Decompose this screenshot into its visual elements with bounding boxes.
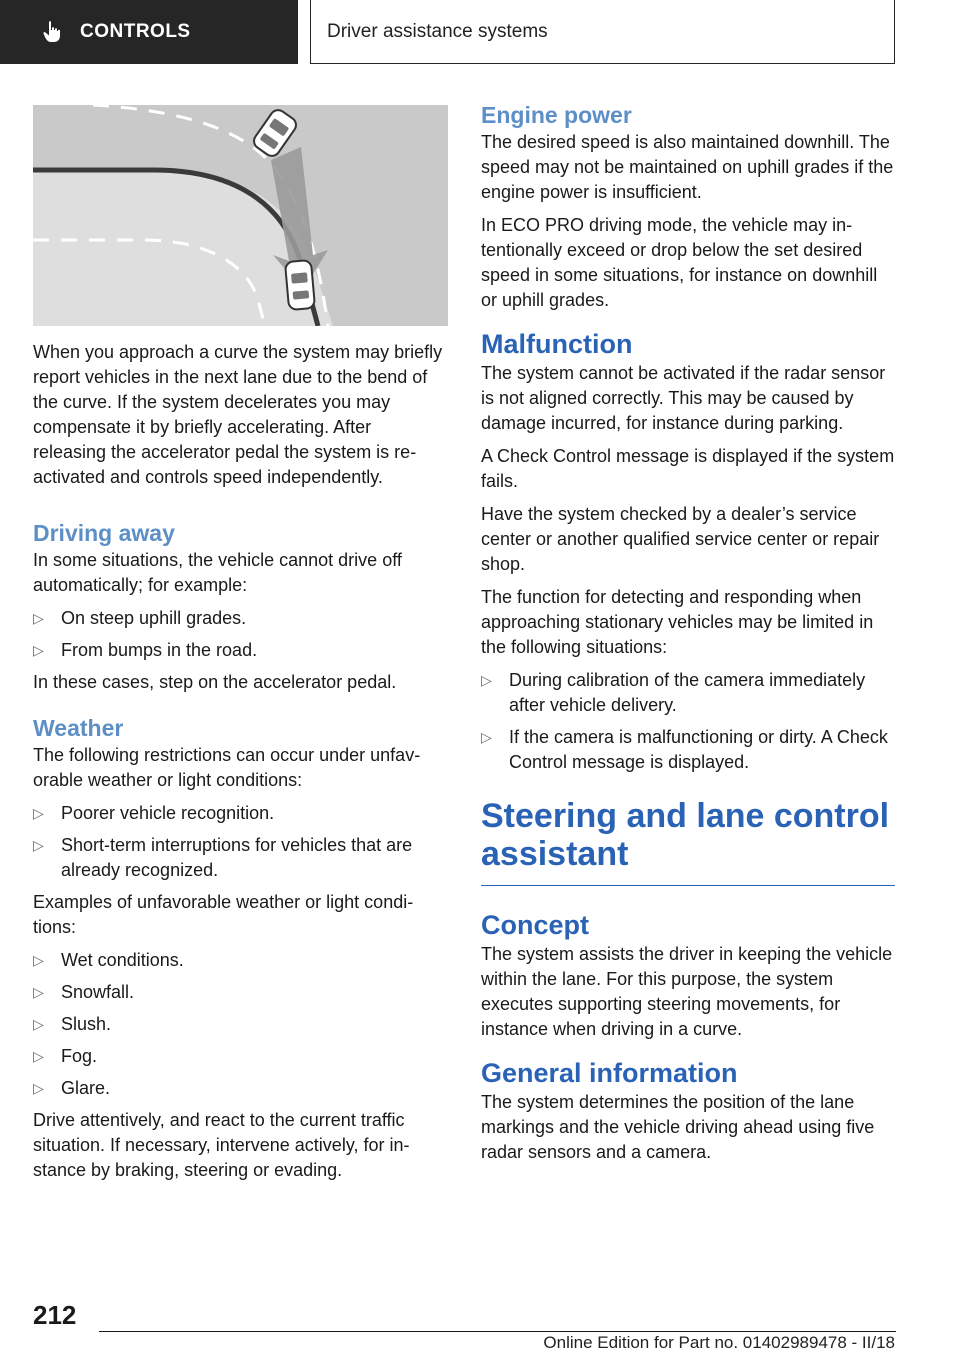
list-item: ▷ Wet conditions. <box>33 948 448 973</box>
engine-power-p2: In ECO PRO driving mode, the vehicle may intentionally exceed or drop below the set desired speed in some situations, for instance on downhill or uphill grades. <box>481 215 878 310</box>
driving-away-list <box>33 606 448 663</box>
curve-illustration <box>33 105 448 326</box>
weather-examples-intro: Examples of unfavorable weather or light conditions: <box>33 892 414 937</box>
heading-steering-lane-control: Steering and lane control assistant <box>481 797 895 886</box>
section-label: CONTROLS <box>80 21 191 42</box>
general-p1: The system determines the position of the lane markings and the vehicle driving ahead using five radar sensors and a camera. <box>481 1092 875 1162</box>
triangle-bullet-icon: ▷ <box>481 672 492 688</box>
malfunction-list <box>481 668 895 775</box>
page-number: 212 <box>33 1300 77 1330</box>
triangle-bullet-icon: ▷ <box>33 952 44 968</box>
engine-power-p1: The desired speed is also maintained downhill. The speed may not be maintained on uphill grades if the engine power is insufficient. <box>481 132 894 202</box>
chapter-header <box>310 0 895 64</box>
list-item: ▷ Fog. <box>33 1044 448 1069</box>
hand-pointer-icon <box>40 19 66 45</box>
list-item: ▷ Snowfall. <box>33 980 448 1005</box>
heading-engine-power: Engine power <box>481 102 632 128</box>
list-item: ▷ From bumps in the road. <box>33 638 448 663</box>
triangle-bullet-icon: ▷ <box>33 984 44 1000</box>
triangle-bullet-icon: ▷ <box>33 1016 44 1032</box>
heading-concept: Concept <box>481 910 589 940</box>
list-item: ▷ Glare. <box>33 1076 448 1101</box>
heading-general-information: General information <box>481 1058 738 1088</box>
malfunction-p4: The function for detecting and responding when approaching stationary vehicles may be limited in the following situations: <box>481 587 874 657</box>
triangle-bullet-icon: ▷ <box>33 837 44 853</box>
malfunction-p3: Have the system checked by a dealer’s service center or another qualified service center or repair shop. <box>481 504 880 574</box>
driving-away-intro: In some situations, the vehicle cannot drive off automatically; for example: <box>33 550 402 595</box>
footer-edition: Online Edition for Part no. 01402989478 - II/18 <box>543 1333 895 1352</box>
triangle-bullet-icon: ▷ <box>33 805 44 821</box>
weather-list <box>33 801 448 883</box>
triangle-bullet-icon: ▷ <box>33 642 44 658</box>
weather-outro: Drive attentively, and react to the current traffic situation. If necessary, intervene actively, for instance by braking, steering or evading. <box>33 1110 410 1180</box>
heading-malfunction: Malfunction <box>481 329 633 359</box>
weather-examples-list <box>33 948 448 1101</box>
right-column <box>481 100 895 1173</box>
section-tab <box>0 0 298 64</box>
footer-divider <box>99 1331 896 1332</box>
list-item: ▷ Short-term interruptions for vehicles that are already recognized. <box>33 835 413 880</box>
list-item: ▷ Poorer vehicle recognition. <box>33 801 448 826</box>
figure-caption: When you approach a curve the system may briefly report vehicles in the next lane due to the bend of the curve. If the system decelerates you may compensate it by briefly accelerating. After releasing the accelerator pedal the system is reactivated and controls speed independently. <box>33 342 443 487</box>
malfunction-p1: The system cannot be activated if the radar sensor is not aligned correctly. This may be caused by damage incurred, for instance during parking. <box>481 363 886 433</box>
driving-away-outro: In these cases, step on the accelerator pedal. <box>33 672 397 692</box>
weather-intro: The following restrictions can occur under unfavorable weather or light conditions: <box>33 745 421 790</box>
triangle-bullet-icon: ▷ <box>33 610 44 626</box>
chapter-title: Driver assistance systems <box>327 20 548 42</box>
heading-driving-away: Driving away <box>33 520 175 546</box>
concept-p1: The system assists the driver in keeping the vehicle within the lane. For this purpose, the system executes supporting steering movements, for instance when driving in a curve. <box>481 944 893 1039</box>
left-column <box>33 105 448 1191</box>
list-item: ▷ On steep uphill grades. <box>33 606 448 631</box>
malfunction-p2: A Check Control message is displayed if the system fails. <box>481 446 895 491</box>
triangle-bullet-icon: ▷ <box>33 1080 44 1096</box>
list-item: ▷ During calibration of the camera immediately after vehicle delivery. <box>481 670 866 715</box>
heading-weather: Weather <box>33 715 124 741</box>
triangle-bullet-icon: ▷ <box>481 729 492 745</box>
list-item: ▷ If the camera is malfunctioning or dirty. A Check Control message is displayed. <box>481 727 888 772</box>
list-item: ▷ Slush. <box>33 1012 448 1037</box>
triangle-bullet-icon: ▷ <box>33 1048 44 1064</box>
